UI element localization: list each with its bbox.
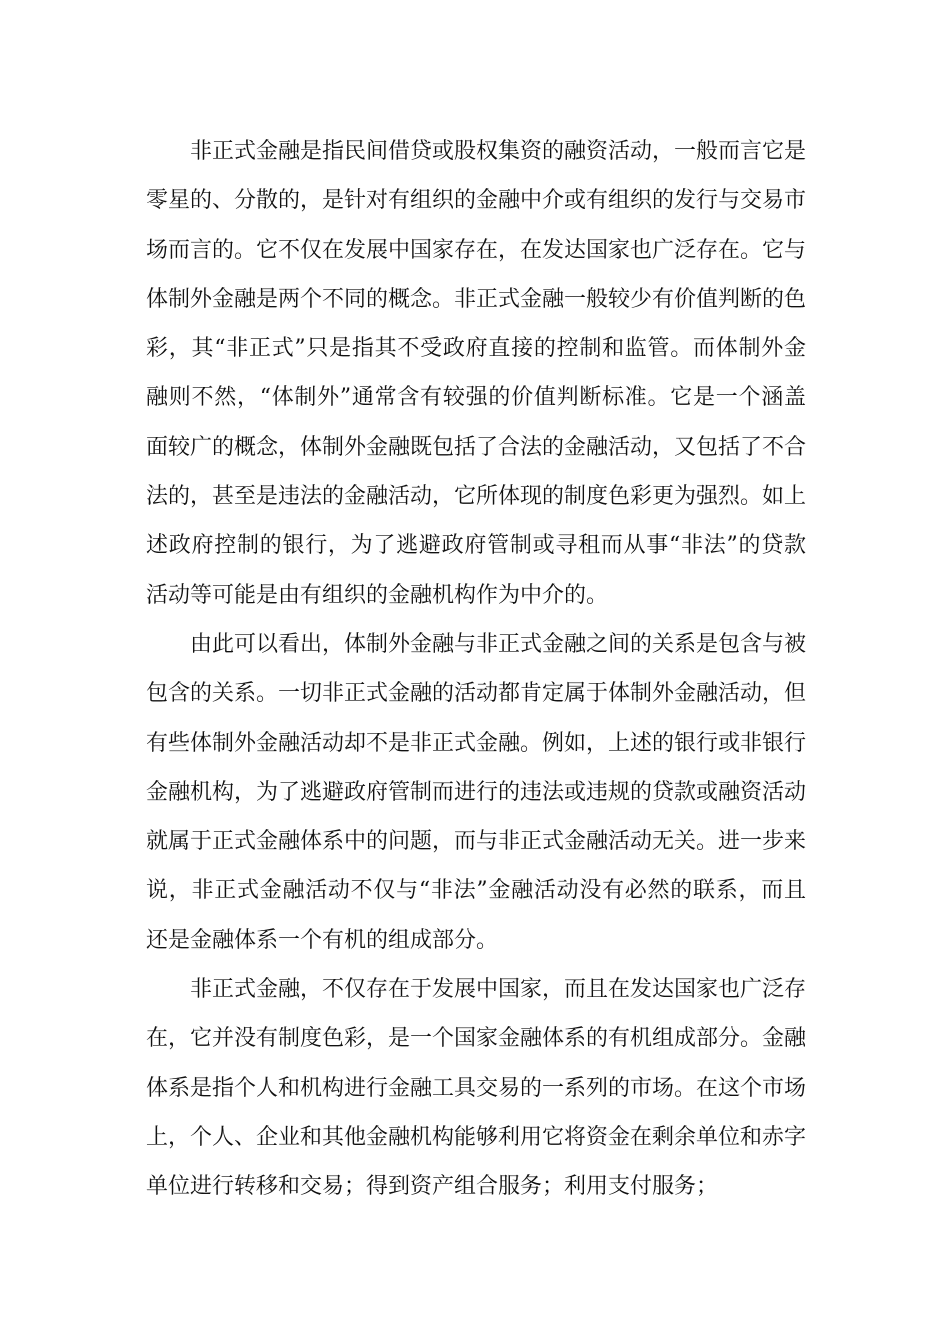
paragraph-1: 非正式金融是指民间借贷或股权集资的融资活动，一般而言它是零星的、分散的，是针对有组织的金融中介或有组织的发行与交易市场而言的。它不仅在发展中国家存在，在发达国家也广泛存在。它与体制外金融是两个不同的概念。非正式金融一般较少有价值判断的色彩，其“非正式”只是指其不受政府直接的控制和监管。而体制外金融则不然，“体制外”通常含有较强的价值判断标准。它是一个涵盖面较广的概念，体制外金融既包括了合法的金融活动，又包括了不合法的，甚至是违法的金融活动，它所体现的制度色彩更为强烈。如上述政府控制的银行，为了逃避政府管制或寻租而从事“非法”的贷款活动等可能是由有组织的金融机构作为中介的。: [146, 139, 807, 608]
paragraph-3: 非正式金融，不仅存在于发展中国家，而且在发达国家也广泛存在，它并没有制度色彩，是一个国家金融体系的有机组成部分。金融体系是指个人和机构进行金融工具交易的一系列的市场。在这个市场上，个人、企业和其他金融机构能够利用它将资金在剩余单位和赤字单位进行转移和交易；得到资产组合服务；利用支付服务；: [146, 977, 807, 1200]
document-body: [146, 127, 806, 1212]
paragraph-2: 由此可以看出，体制外金融与非正式金融之间的关系是包含与被包含的关系。一切非正式金融的活动都肯定属于体制外金融活动，但有些体制外金融活动却不是非正式金融。例如，上述的银行或非银行金融机构，为了逃避政府管制而进行的违法或违规的贷款或融资活动就属于正式金融体系中的问题，而与非正式金融活动无关。进一步来说，非正式金融活动不仅与“非法”金融活动没有必然的联系，而且还是金融体系一个有机的组成部分。: [146, 631, 807, 953]
